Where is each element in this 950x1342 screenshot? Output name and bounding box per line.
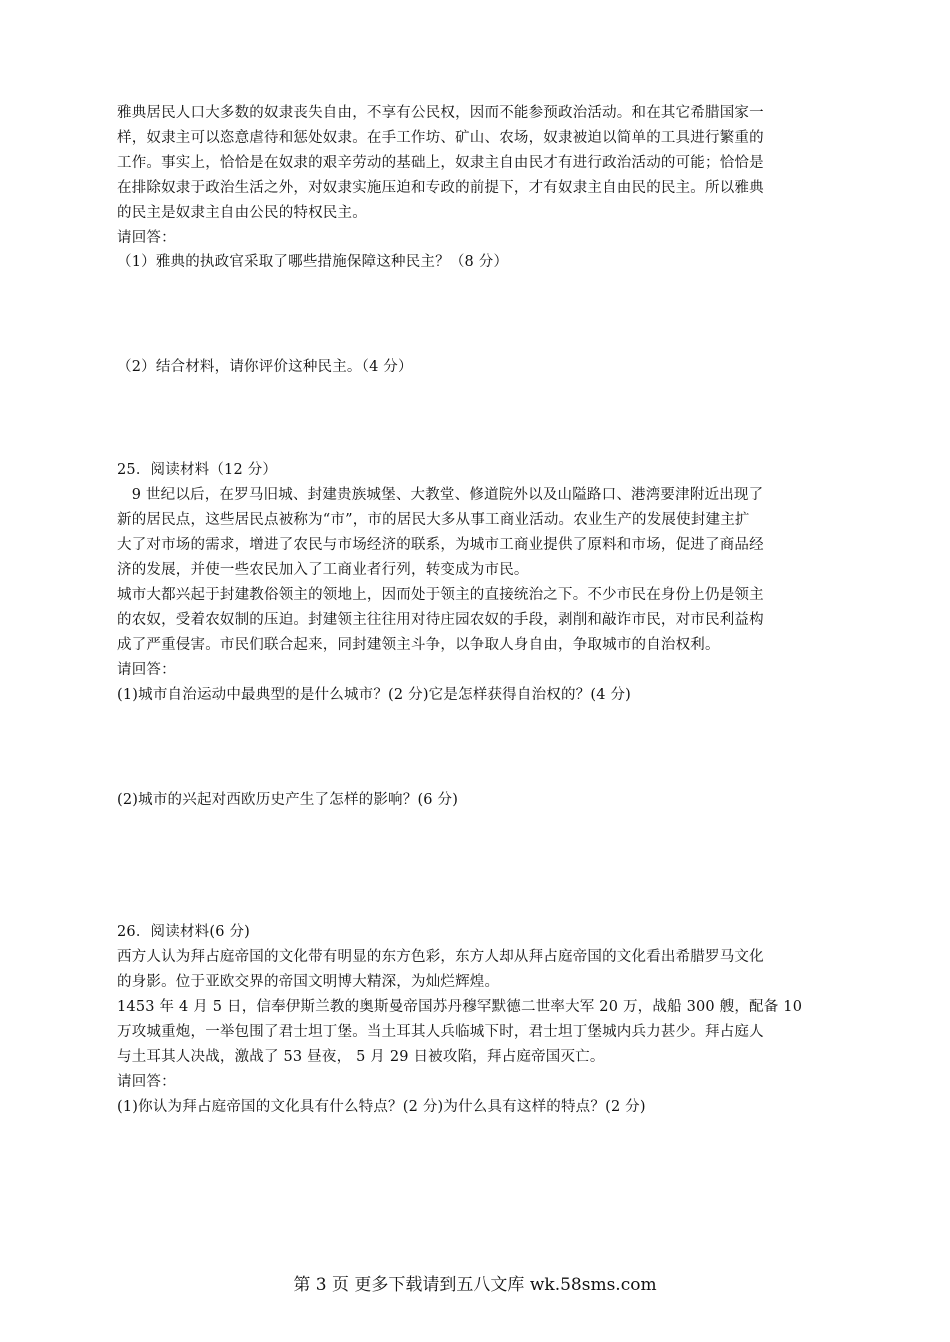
page-footer: 第 3 页 更多下载请到五八文库 wk.58sms.com xyxy=(293,1275,657,1295)
q26-heading: 26．阅读材料(6 分) xyxy=(117,924,250,940)
q26-paragraph2-line-3: 与土耳其人决战，激战了 53 昼夜， 5 月 29 日被攻陷，拜占庭帝国灭亡。 xyxy=(117,1049,605,1065)
passage-athens-line-4: 在排除奴隶于政治生活之外，对奴隶实施压迫和专政的前提下，才有奴隶主自由民的民主。所以雅典 xyxy=(117,180,764,196)
passage-athens-line-2: 样，奴隶主可以恣意虐待和惩处奴隶。在手工作坊、矿山、农场，奴隶被迫以简单的工具进行繁重的 xyxy=(117,130,764,146)
q25-paragraph1-line-1: 9 世纪以后，在罗马旧城、封建贵族城堡、大教堂、修道院外以及山隘路口、港湾要津附近出现了 xyxy=(117,487,764,503)
q26-paragraph2-line-2: 万攻城重炮，一举包围了君士坦丁堡。当土耳其人兵临城下时，君士坦丁堡城内兵力甚少。拜占庭人 xyxy=(117,1024,764,1040)
q24-subquestion-2: （2）结合材料，请你评价这种民主。（4 分） xyxy=(117,359,413,375)
q26-paragraph1-line-1: 西方人认为拜占庭帝国的文化带有明显的东方色彩，东方人却从拜占庭帝国的文化看出希腊罗马文化 xyxy=(117,949,764,965)
q25-prompt: 请回答： xyxy=(117,662,176,678)
passage-athens-line-5: 的民主是奴隶主自由公民的特权民主。 xyxy=(117,205,367,221)
q26-prompt: 请回答： xyxy=(117,1074,176,1090)
q25-paragraph1-line-2: 新的居民点，这些居民点被称为“市”，市的居民大多从事工商业活动。农业生产的发展使封建主扩 xyxy=(117,512,750,528)
q26-subquestion-1: (1)你认为拜占庭帝国的文化具有什么特点？(2 分)为什么具有这样的特点？(2 分) xyxy=(117,1099,646,1115)
q25-subquestion-2: (2)城市的兴起对西欧历史产生了怎样的影响？(6 分) xyxy=(117,792,459,808)
q25-subquestion-1: (1)城市自治运动中最典型的是什么城市？(2 分)它是怎样获得自治权的？(4 分) xyxy=(117,687,632,703)
q25-paragraph2-line-1: 城市大都兴起于封建教俗领主的领地上，因而处于领主的直接统治之下。不少市民在身份上仍是领主 xyxy=(117,587,764,603)
q25-paragraph1-line-4: 济的发展，并使一些农民加入了工商业者行列，转变成为市民。 xyxy=(117,562,529,578)
q25-paragraph2-line-2: 的农奴，受着农奴制的压迫。封建领主往往用对待庄园农奴的手段，剥削和敲诈市民，对市民利益构 xyxy=(117,612,764,628)
q24-subquestion-1: （1）雅典的执政官采取了哪些措施保障这种民主？（8 分） xyxy=(117,254,509,270)
passage-athens-line-1: 雅典居民人口大多数的奴隶丧失自由，不享有公民权，因而不能参预政治活动。和在其它希腊国家一 xyxy=(117,105,764,121)
q26-paragraph2-line-1: 1453 年 4 月 5 日，信奉伊斯兰教的奥斯曼帝国苏丹穆罕默德二世率大军 20 万，战船 300 艘，配备 10 xyxy=(117,999,803,1015)
q25-heading: 25．阅读材料（12 分） xyxy=(117,462,278,478)
passage-athens-line-3: 工作。事实上，恰恰是在奴隶的艰辛劳动的基础上，奴隶主自由民才有进行政治活动的可能；恰恰是 xyxy=(117,155,764,171)
q25-paragraph1-line-3: 大了对市场的需求，增进了农民与市场经济的联系，为城市工商业提供了原料和市场，促进了商品经 xyxy=(117,537,764,553)
q25-paragraph2-line-3: 成了严重侵害。市民们联合起来，同封建领主斗争，以争取人身自由，争取城市的自治权利。 xyxy=(117,637,720,653)
q26-paragraph1-line-2: 的身影。位于亚欧交界的帝国文明博大精深，为灿烂辉煌。 xyxy=(117,974,500,990)
q24-prompt: 请回答： xyxy=(117,230,176,246)
